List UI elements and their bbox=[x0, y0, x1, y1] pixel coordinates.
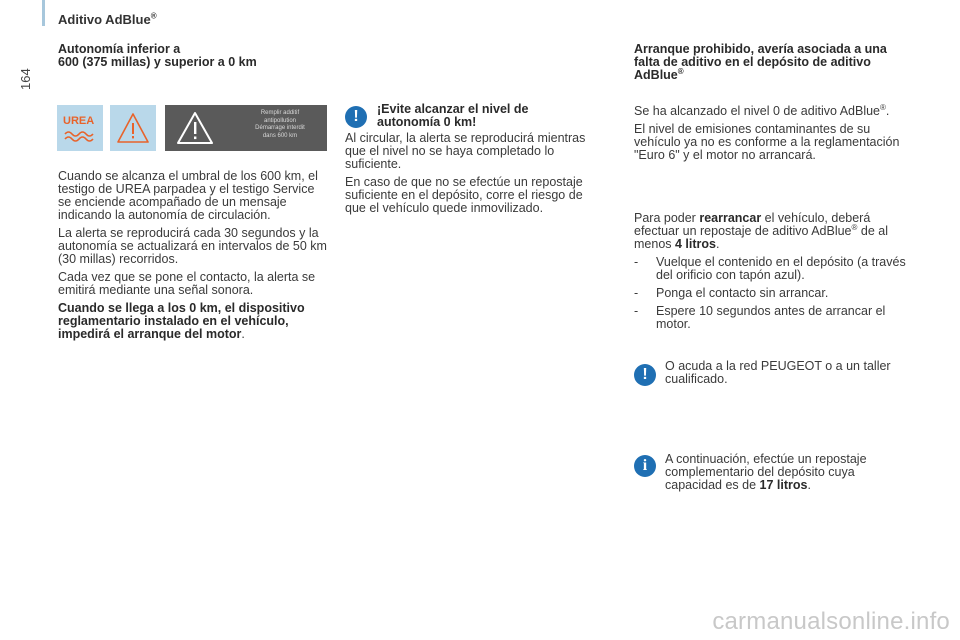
list-item: - Ponga el contacto sin arrancar. bbox=[634, 286, 829, 300]
col3-paragraph: El nivel de emisiones contaminantes de su vehículo ya no es conforme a la reglamentación "Euro 6" y el motor no arrancará. bbox=[634, 122, 900, 162]
dashboard-message-line: Démarrage interdit bbox=[255, 125, 305, 131]
col3-info-note: A continuación, efectúe un repostaje complementario del depósito cuya capacidad es de 17 litros. bbox=[665, 452, 867, 492]
warning-icon: ! bbox=[345, 106, 367, 128]
dashboard-warning-icon bbox=[175, 110, 215, 146]
dashboard-message bbox=[236, 110, 324, 140]
col2-paragraph: En caso de que no se efectúe un repostaje suficiente en el depósito, corre el riesgo de que el vehículo quede inmovilizado. bbox=[345, 175, 583, 215]
col2-warning-title: ¡Evite alcanzar el nivel de autonomía 0 km! bbox=[377, 102, 529, 129]
col1-paragraph: La alerta se reproducirá cada 30 segundos y la autonomía se actualizará en intervalos de 50 km (30 millas) recorridos. bbox=[58, 226, 327, 266]
list-item: - Espere 10 segundos antes de arrancar el motor. bbox=[634, 304, 886, 331]
page-number: 164 bbox=[18, 68, 33, 90]
col2-paragraph: Al circular, la alerta se reproducirá mientras que el nivel no se haya completado lo suficiente. bbox=[345, 131, 586, 171]
col1-body bbox=[58, 170, 328, 346]
urea-label: UREA bbox=[63, 115, 95, 127]
steps-list bbox=[634, 256, 909, 331]
col1-heading: Autonomía inferior a 600 (375 millas) y superior a 0 km bbox=[58, 42, 257, 69]
list-item: - Vuelque el contenido en el depósito (a través del orificio con tapón azul). bbox=[634, 255, 906, 282]
col3-body-a bbox=[634, 102, 904, 167]
watermark: carmanualsonline.info bbox=[712, 608, 950, 635]
col2-body bbox=[345, 132, 590, 220]
dashboard-message-line: antipollution bbox=[263, 117, 297, 124]
col3-body-b bbox=[634, 212, 909, 336]
col3-warning-note: O acuda a la red PEUGEOT o a un taller cualificado. bbox=[665, 359, 891, 386]
urea-warning-lamp bbox=[57, 105, 103, 151]
col3-paragraph: Se ha alcanzado el nivel 0 de aditivo AdBlue®. bbox=[634, 102, 890, 118]
urea-wave-icon bbox=[64, 130, 96, 142]
dashboard-message-line: Remplir additif bbox=[260, 110, 300, 116]
col1-paragraph: Cuando se alcanza el umbral de los 600 km, el testigo de UREA parpadea y el testigo Service se enciende acompañado de un mensaje indicando la autonomía de circulación. bbox=[58, 169, 318, 222]
service-warning-lamp bbox=[110, 105, 156, 151]
col3-heading: Arranque prohibido, avería asociada a una falta de aditivo en el depósito de aditivo AdBlue® bbox=[634, 42, 887, 82]
warning-triangle-icon bbox=[115, 110, 151, 146]
col1-paragraph: Cada vez que se pone el contacto, la alerta se emitirá mediante una señal sonora. bbox=[58, 270, 316, 297]
warning-icon: ! bbox=[634, 364, 656, 386]
col1-paragraph-bold: Cuando se llega a los 0 km, el dispositivo reglamentario instalado en el vehículo, impedirá el arranque del motor. bbox=[58, 301, 305, 341]
info-icon: i bbox=[634, 455, 656, 477]
dashboard-message-line: dans 600 km bbox=[262, 132, 298, 139]
section-title: Aditivo AdBlue® bbox=[58, 11, 157, 27]
col3-paragraph: Para poder rearrancar el vehículo, deberá efectuar un repostaje de aditivo AdBlue® de al menos 4 litros. bbox=[634, 211, 889, 251]
page-edge-bar bbox=[42, 0, 45, 26]
